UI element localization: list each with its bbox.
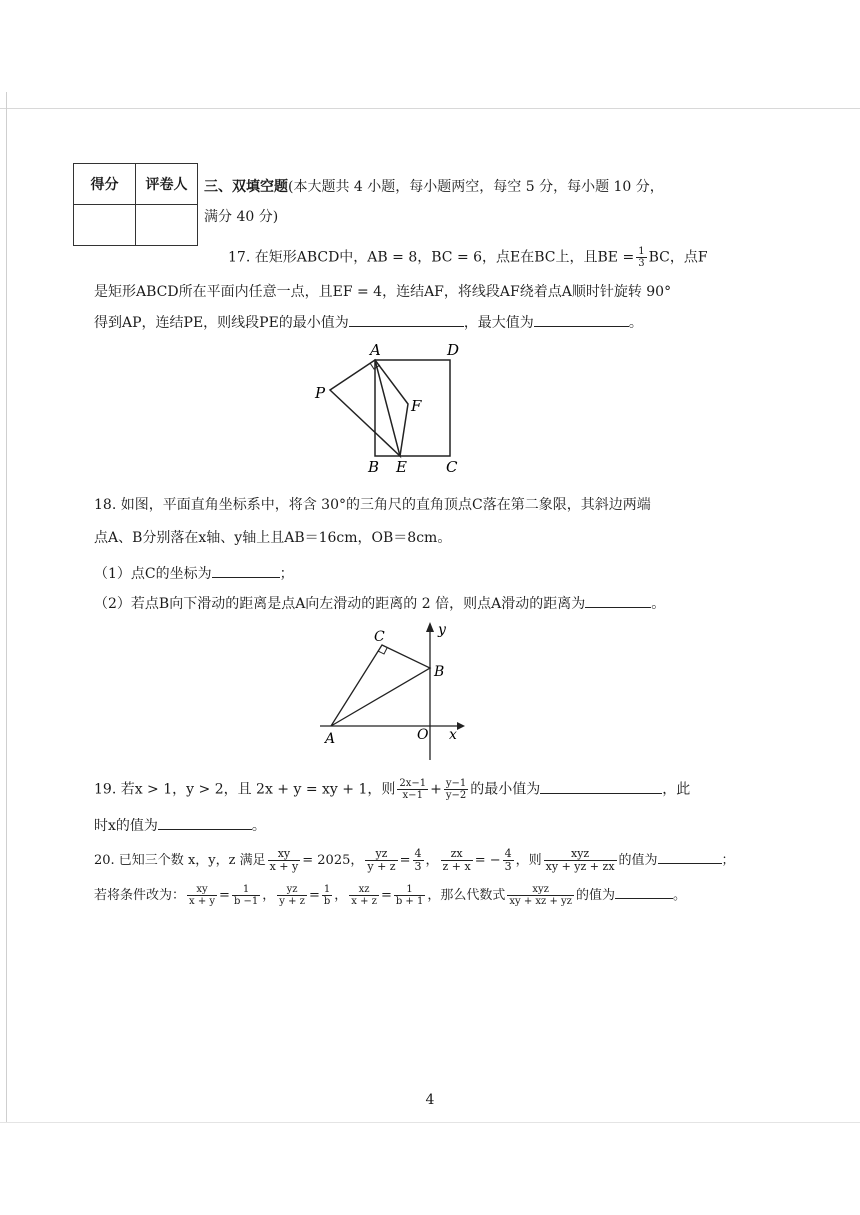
- label-F: F: [411, 397, 422, 415]
- label-D: D: [447, 341, 460, 359]
- section-desc-2: 满分 40 分): [204, 209, 279, 225]
- q20-f6-num: xyz: [544, 848, 617, 861]
- q20-eq-2: =: [399, 853, 411, 868]
- q19-text-b: 的最小值为: [470, 781, 541, 798]
- label-B: B: [434, 664, 445, 680]
- q20-g6-sep: ，那么代数式: [427, 888, 506, 903]
- q20-f2-den: y + z: [367, 860, 396, 873]
- q20-gfrac-3: [277, 884, 307, 907]
- q20-f5-num: 4: [504, 847, 512, 860]
- q20-f6-den: xy + yz + zx: [545, 860, 615, 873]
- q20-g3-num: yz: [277, 884, 307, 896]
- q18-figure: [315, 618, 465, 766]
- q18-part1: [94, 563, 294, 584]
- q20-f5-den: 3: [504, 860, 512, 873]
- page-number: 4: [425, 1092, 435, 1108]
- label-E: E: [396, 458, 407, 476]
- triangle-abc: [331, 645, 430, 726]
- q20-line2: [94, 884, 686, 907]
- q19-text-c: ，此: [662, 781, 691, 798]
- q20-frac-3: [413, 848, 424, 873]
- q18-line1: 18. 如图，平面直角坐标系中，将含 30°的三角尺的直角顶点C落在第二象限，其斜边两端: [94, 497, 651, 513]
- section-desc: (本大题共 4 小题，每小题两空，每空 5 分，每小题 10 分，: [288, 179, 664, 195]
- q20-f3-num: 4: [414, 847, 422, 860]
- q20-answer-blank-2[interactable]: [615, 884, 673, 899]
- q19-f2-den: y−2: [445, 790, 467, 801]
- q17-answer-blank-min[interactable]: [349, 312, 464, 327]
- q18-part2: [94, 593, 665, 614]
- grader-cell[interactable]: [136, 205, 198, 246]
- grader-header: 评卷人: [136, 164, 198, 205]
- q19-text-e: 。: [251, 818, 266, 834]
- q17-text-b: BC，点F: [648, 249, 708, 266]
- q20-f3-den: 3: [414, 860, 422, 873]
- q18-part2-text: （2）若点B向下滑动的距离是点A向左滑动的距离的 2 倍，则点A滑动的距离为: [94, 596, 586, 612]
- label-A: A: [325, 731, 336, 747]
- q20-eq-7: ；: [721, 853, 735, 868]
- q17-line3: [94, 312, 643, 333]
- q20-g1-eq: =: [219, 888, 230, 903]
- q20-frac-6: [544, 848, 617, 873]
- q20-g4-sep: ，: [334, 888, 348, 903]
- q19-text-d: 时x的值为: [94, 818, 158, 834]
- section-title: 三、双填空题: [204, 179, 288, 195]
- q20-g3-den: y + z: [279, 896, 305, 907]
- label-C: C: [446, 458, 458, 476]
- q20-gfrac-7: [507, 884, 574, 907]
- q20-g4-num: 1: [322, 884, 332, 896]
- q19-f2-num: y−1: [445, 778, 467, 789]
- q20-frac-5: [503, 848, 514, 873]
- q20-g5-den: x + z: [351, 896, 377, 907]
- page-bottom-rule: [0, 1122, 860, 1123]
- label-C: C: [374, 629, 385, 645]
- q20-f4-den: z + x: [442, 860, 471, 873]
- q20-frac-2: [365, 848, 397, 873]
- q20-g6-num: 1: [394, 884, 426, 896]
- page-left-edge: [6, 92, 7, 1122]
- score-header: 得分: [74, 164, 136, 205]
- q19-line1: [94, 778, 690, 801]
- q20-eq-6: 的值为: [618, 853, 658, 868]
- page-top-rule: [0, 108, 860, 109]
- q20-g7-text: 的值为: [575, 888, 615, 903]
- q20-f1-den: x + y: [269, 860, 299, 873]
- q20-f1-num: xy: [268, 848, 301, 861]
- q17-text-c: 得到AP，连结PE，则线段PE的最小值为: [94, 315, 349, 331]
- section-heading: [204, 177, 664, 197]
- label-P: P: [315, 384, 326, 402]
- q18-answer-blank-1[interactable]: [212, 563, 280, 578]
- q20-gfrac-6: [394, 884, 426, 907]
- q20-eq-1: = 2025，: [302, 853, 364, 868]
- q20-g4-den: b: [323, 896, 331, 907]
- segments-af-fe: [375, 360, 408, 456]
- q17-answer-blank-max[interactable]: [534, 312, 629, 327]
- q20-g7-den: xy + xz + yz: [509, 896, 572, 907]
- q17-frac-num: 1: [638, 246, 645, 257]
- q20-gfrac-2: [232, 884, 260, 907]
- q17-figure: [300, 338, 480, 478]
- q20-text-b: 若将条件改为：: [94, 888, 186, 903]
- q20-gfrac-4: [322, 884, 332, 907]
- q17-line1: [228, 246, 708, 269]
- q17-text-e: 。: [628, 315, 643, 331]
- triangle-ape: [330, 360, 400, 456]
- q20-g7-num: xyz: [507, 884, 574, 896]
- q20-g2-den: b −1: [233, 896, 259, 907]
- label-O: O: [417, 727, 429, 743]
- q19-fraction-2: [444, 778, 468, 801]
- q19-f1-num: 2x−1: [399, 778, 427, 789]
- q17-line2: 是矩形ABCD所在平面内任意一点，且EF = 4，连结AF，将线段AF绕着点A顺时针旋转 90°: [94, 284, 672, 300]
- q19-plus: +: [430, 781, 442, 798]
- q19-answer-blank-1[interactable]: [540, 779, 662, 794]
- q20-f2-num: yz: [365, 848, 397, 861]
- label-B: B: [368, 458, 380, 476]
- q20-g6-den: b + 1: [395, 896, 424, 907]
- q17-frac-den: 3: [638, 258, 645, 269]
- q20-gfrac-5: [349, 884, 379, 907]
- label-x: x: [449, 727, 457, 743]
- q19-line2: [94, 815, 266, 836]
- q17-fraction: [636, 246, 646, 269]
- q19-fraction-1: [397, 778, 428, 801]
- q20-g3-eq: =: [308, 888, 320, 903]
- q18-part2-end: 。: [651, 596, 666, 612]
- q18-part1-text: （1）点C的坐标为: [94, 566, 212, 582]
- q20-eq-4: = −: [474, 853, 501, 868]
- q18-part1-end: ；: [279, 566, 294, 582]
- label-A: A: [370, 341, 381, 359]
- q17-text-d: ，最大值为: [463, 315, 534, 331]
- q18-answer-blank-2[interactable]: [585, 593, 651, 608]
- q19-answer-blank-2[interactable]: [158, 815, 252, 830]
- q20-g2-sep: ，: [262, 888, 276, 903]
- q18-line2: 点A、B分别落在x轴、y轴上且AB＝16cm，OB＝8cm。: [94, 530, 452, 546]
- q20-end: 。: [672, 888, 686, 903]
- x-axis-arrow: [457, 722, 465, 730]
- q20-g1-num: xy: [187, 884, 217, 896]
- score-table: [73, 163, 198, 246]
- y-axis-arrow: [426, 622, 434, 632]
- q20-line1: [94, 848, 735, 873]
- q20-frac-4: [441, 848, 473, 873]
- q20-f4-num: zx: [441, 848, 473, 861]
- q20-gfrac-1: [187, 884, 217, 907]
- q20-g5-num: xz: [349, 884, 379, 896]
- q19-text-a: 19. 若x > 1，y > 2，且 2x + y = xy + 1，则: [94, 781, 396, 798]
- q20-answer-blank-1[interactable]: [658, 849, 722, 864]
- score-cell[interactable]: [74, 205, 136, 246]
- q20-g1-den: x + y: [189, 896, 216, 907]
- q20-text-a: 20. 已知三个数 x，y，z 满足: [94, 853, 266, 868]
- q20-eq-5: ，则: [515, 853, 542, 868]
- q20-g5-eq: =: [380, 888, 392, 903]
- label-y: y: [438, 622, 446, 638]
- q20-frac-1: [268, 848, 301, 873]
- q20-eq-3: ，: [425, 853, 439, 868]
- q19-f1-den: x−1: [402, 790, 423, 801]
- q17-text-a: 17. 在矩形ABCD中，AB = 8，BC = 6，点E在BC上，且BE =: [228, 249, 635, 266]
- q20-g2-num: 1: [232, 884, 260, 896]
